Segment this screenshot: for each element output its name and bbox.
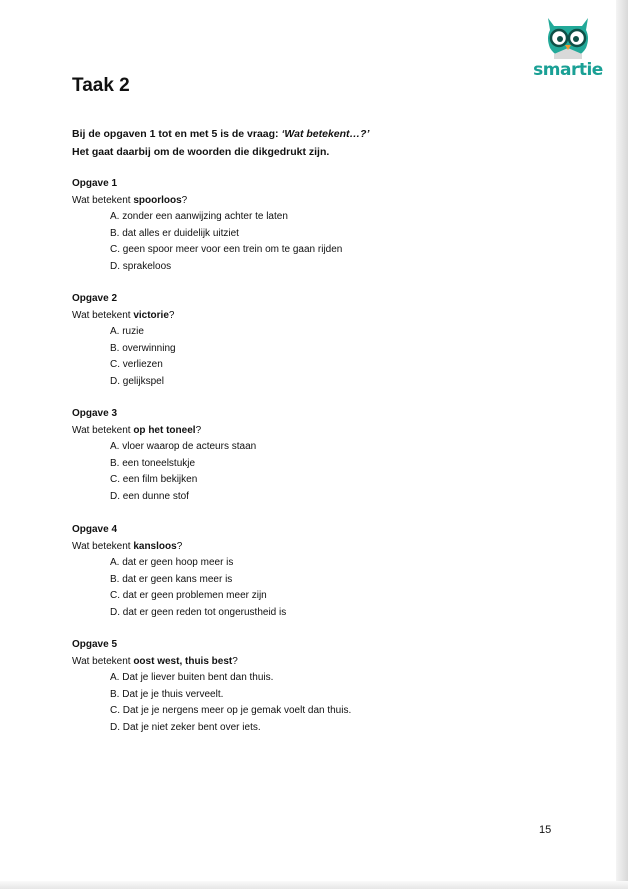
question-title: Opgave 3 — [72, 408, 118, 419]
page-title: Taak 2 — [72, 75, 130, 96]
option-d: D. sprakeloos — [110, 260, 172, 272]
question-prefix: Wat betekent — [72, 655, 134, 667]
question-suffix: ? — [168, 309, 175, 321]
question-prefix: Wat betekent — [72, 424, 134, 436]
intro-line-1 — [72, 125, 369, 143]
question-title: Opgave 5 — [72, 639, 118, 650]
intro-line-2: Het gaat daarbij om de woorden die dikgedrukt zijn. — [72, 146, 330, 158]
page-edge-shadow — [616, 0, 628, 889]
option-c: C. geen spoor meer voor een trein om te gaan rijden — [110, 244, 343, 255]
question-suffix: ? — [181, 194, 188, 206]
question-title: Opgave 2 — [72, 293, 118, 304]
option-a: A. Dat je liever buiten bent dan thuis. — [110, 672, 274, 683]
option-d: D. een dunne stof — [110, 490, 189, 502]
question-text — [72, 539, 286, 556]
option-b: B. dat alles er duidelijk uitziet — [110, 227, 239, 239]
intro-line-1-quote: ‘Wat betekent…?’ — [281, 128, 370, 140]
question-prefix: Wat betekent — [72, 540, 134, 552]
option-b: B. overwinning — [110, 342, 176, 354]
option-d: D. Dat je niet zeker bent over iets. — [110, 721, 261, 733]
question-suffix: ? — [195, 424, 202, 436]
intro-line-1-text: Bij de opgaven 1 tot en met 5 is de vraag: — [72, 128, 282, 140]
question-title: Opgave 1 — [72, 178, 118, 189]
option-a: A. ruzie — [110, 326, 144, 337]
question-text — [72, 654, 351, 671]
logo-wordmark: smartie — [533, 60, 603, 80]
smartie-logo — [530, 14, 606, 86]
question-text — [72, 308, 176, 325]
question-keyword: victorie — [133, 309, 169, 321]
owl-icon — [540, 14, 596, 60]
question-text — [72, 423, 256, 440]
option-b: B. een toneelstukje — [110, 457, 196, 469]
page-bottom-shadow — [0, 881, 628, 889]
question-suffix: ? — [232, 655, 238, 667]
question-3 — [72, 406, 256, 505]
question-keyword: kansloos — [133, 540, 177, 552]
question-keyword: oost west, thuis best — [133, 655, 233, 667]
option-a: A. vloer waarop de acteurs staan — [110, 441, 257, 452]
option-b: B. Dat je je thuis verveelt. — [110, 688, 224, 700]
question-suffix: ? — [176, 540, 183, 552]
question-2 — [72, 291, 176, 390]
option-b: B. dat er geen kans meer is — [110, 573, 233, 585]
option-c: C. een film bekijken — [110, 474, 198, 485]
option-c: C. Dat je je nergens meer op je gemak voelt dan thuis. — [110, 705, 352, 716]
option-d: D. gelijkspel — [110, 375, 164, 387]
question-text — [72, 193, 342, 210]
question-keyword: op het toneel — [133, 424, 196, 436]
page-number: 15 — [539, 824, 552, 836]
question-4 — [72, 522, 286, 621]
option-a: A. dat er geen hoop meer is — [110, 557, 234, 568]
question-keyword: spoorloos — [133, 194, 182, 206]
option-c: C. dat er geen problemen meer zijn — [110, 590, 267, 601]
question-prefix: Wat betekent — [72, 309, 134, 321]
intro — [72, 125, 369, 161]
question-title: Opgave 4 — [72, 524, 118, 535]
option-d: D. dat er geen reden tot ongerustheid is — [110, 606, 287, 618]
question-prefix: Wat betekent — [72, 194, 134, 206]
question-1 — [72, 176, 342, 275]
question-5 — [72, 637, 351, 736]
option-c: C. verliezen — [110, 359, 163, 370]
option-a: A. zonder een aanwijzing achter te laten — [110, 211, 288, 222]
